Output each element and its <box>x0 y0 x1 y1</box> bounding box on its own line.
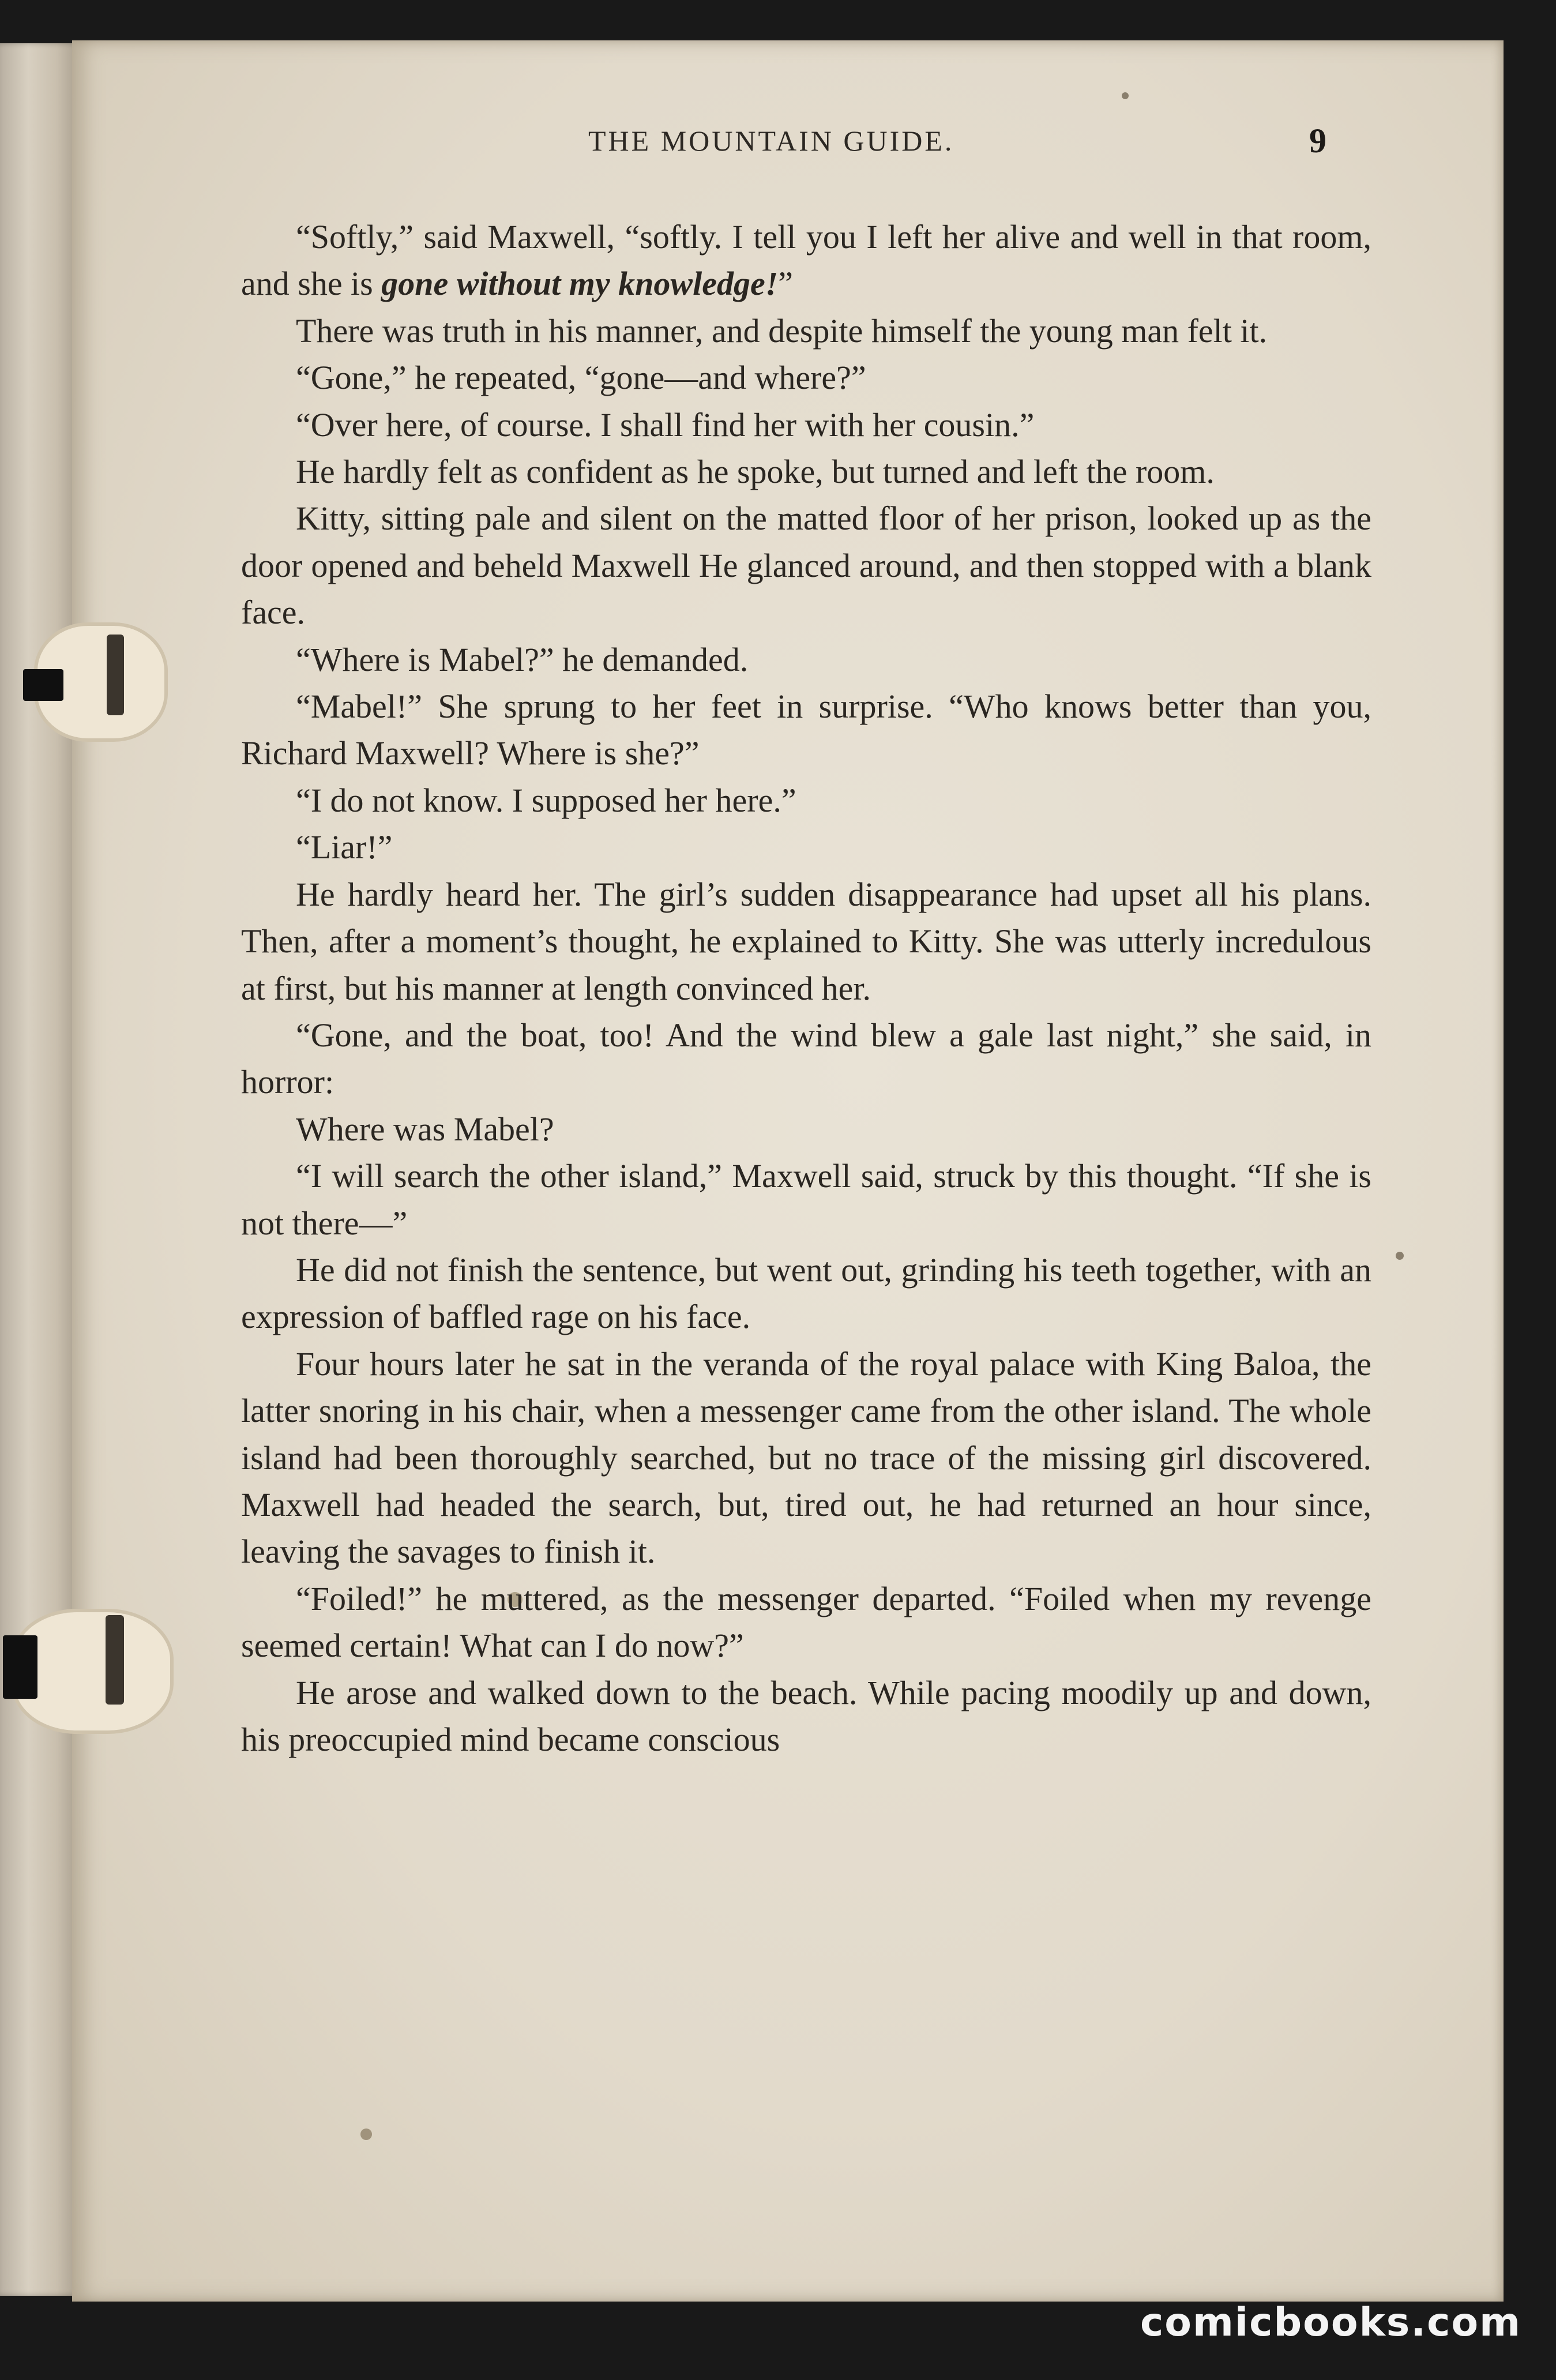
paragraph-text: “Gone, and the boat, too! And the wind blew a gale last night,” she said, in horror: <box>241 1016 1371 1101</box>
paper-speck <box>360 2129 372 2140</box>
paragraph <box>241 401 1371 448</box>
paragraph <box>241 1669 1371 1763</box>
paragraph-text: Four hours later he sat in the veranda of the royal palace with King Baloa, the latter snoring in his chair, when a messenger came from the other island. The whole island had been thoroughly searched, but no trace of the missing girl discovered. Maxwell had headed the search, but, tired out, he had returned an hour since, leaving the savages to finish it. <box>241 1345 1371 1571</box>
watermark: comicbooks.com <box>1140 2300 1521 2345</box>
paragraph-text: “I will search the other island,” Maxwell said, struck by this thought. “If she is not there—” <box>241 1157 1371 1242</box>
paragraph-text: “Foiled!” he muttered, as the messenger departed. “Foiled when my revenge seemed certain! What can I do now?” <box>241 1579 1371 1665</box>
paragraph <box>241 495 1371 636</box>
paragraph-text: “Mabel!” She sprung to her feet in surprise. “Who knows better than you, Richard Maxwell? Where is she?” <box>241 688 1371 772</box>
paper-speck <box>1122 92 1129 99</box>
staple-hole-lower <box>14 1612 170 1730</box>
body-text <box>241 213 1371 1763</box>
paragraph <box>241 1247 1371 1341</box>
paragraph-text: “Over here, of course. I shall find her with her cousin.” <box>296 406 1035 444</box>
running-head: THE MOUNTAIN GUIDE. <box>588 125 954 157</box>
paragraph <box>241 448 1371 495</box>
emphasized-text: gone without my knowledge! <box>381 265 779 303</box>
paragraph <box>241 213 1371 307</box>
paper-speck <box>1396 1252 1404 1260</box>
staple-lower <box>106 1615 124 1705</box>
paragraph-text-end: ” <box>778 265 794 303</box>
paragraph <box>241 1341 1371 1575</box>
paragraph <box>241 1012 1371 1106</box>
paragraph <box>241 777 1371 824</box>
staple-lower-shadow <box>3 1635 37 1699</box>
paragraph-text: There was truth in his manner, and despite himself the young man felt it. <box>296 311 1268 350</box>
paragraph-text: “Gone,” he repeated, “gone—and where?” <box>296 359 866 397</box>
staple-upper <box>107 635 124 715</box>
page-number: 9 <box>1309 122 1326 160</box>
paragraph <box>241 636 1371 683</box>
paragraph <box>241 354 1371 401</box>
paragraph-text: “Liar!” <box>296 828 393 866</box>
paragraph <box>241 1575 1371 1669</box>
paragraph-text: He did not finish the sentence, but went out, grinding his teeth together, with an expression of baffled rage on his face. <box>241 1251 1371 1336</box>
paragraph-text: “Where is Mabel?” he demanded. <box>296 640 749 678</box>
paragraph-text: Kitty, sitting pale and silent on the matted floor of her prison, looked up as the door opened and beheld Maxwell He glanced around, and then stopped with a blank face. <box>241 500 1371 632</box>
paragraph <box>241 824 1371 870</box>
paragraph-text: “I do not know. I supposed her here.” <box>296 781 796 819</box>
paragraph <box>241 683 1371 777</box>
book-spine <box>0 43 81 2296</box>
staple-upper-shadow <box>23 669 63 701</box>
paragraph-text: He hardly felt as confident as he spoke, but turned and left the room. <box>296 453 1215 491</box>
paragraph-text: He arose and walked down to the beach. While pacing moodily up and down, his preoccupied mind became conscious <box>241 1673 1371 1758</box>
paragraph-text: He hardly heard her. The girl’s sudden disappearance had upset all his plans. Then, after a moment’s thought, he explained to Kitty. She was utterly incredulous at first, but his manner at length convinced her. <box>241 875 1371 1007</box>
paragraph-text: “Softly,” said Maxwell, “softly. I tell you I left her alive and well in that room, and she is <box>241 218 1371 303</box>
paragraph <box>241 1153 1371 1247</box>
paragraph <box>241 307 1371 354</box>
paragraph <box>241 871 1371 1012</box>
paragraph-text: Where was Mabel? <box>296 1110 554 1148</box>
paragraph <box>241 1106 1371 1153</box>
